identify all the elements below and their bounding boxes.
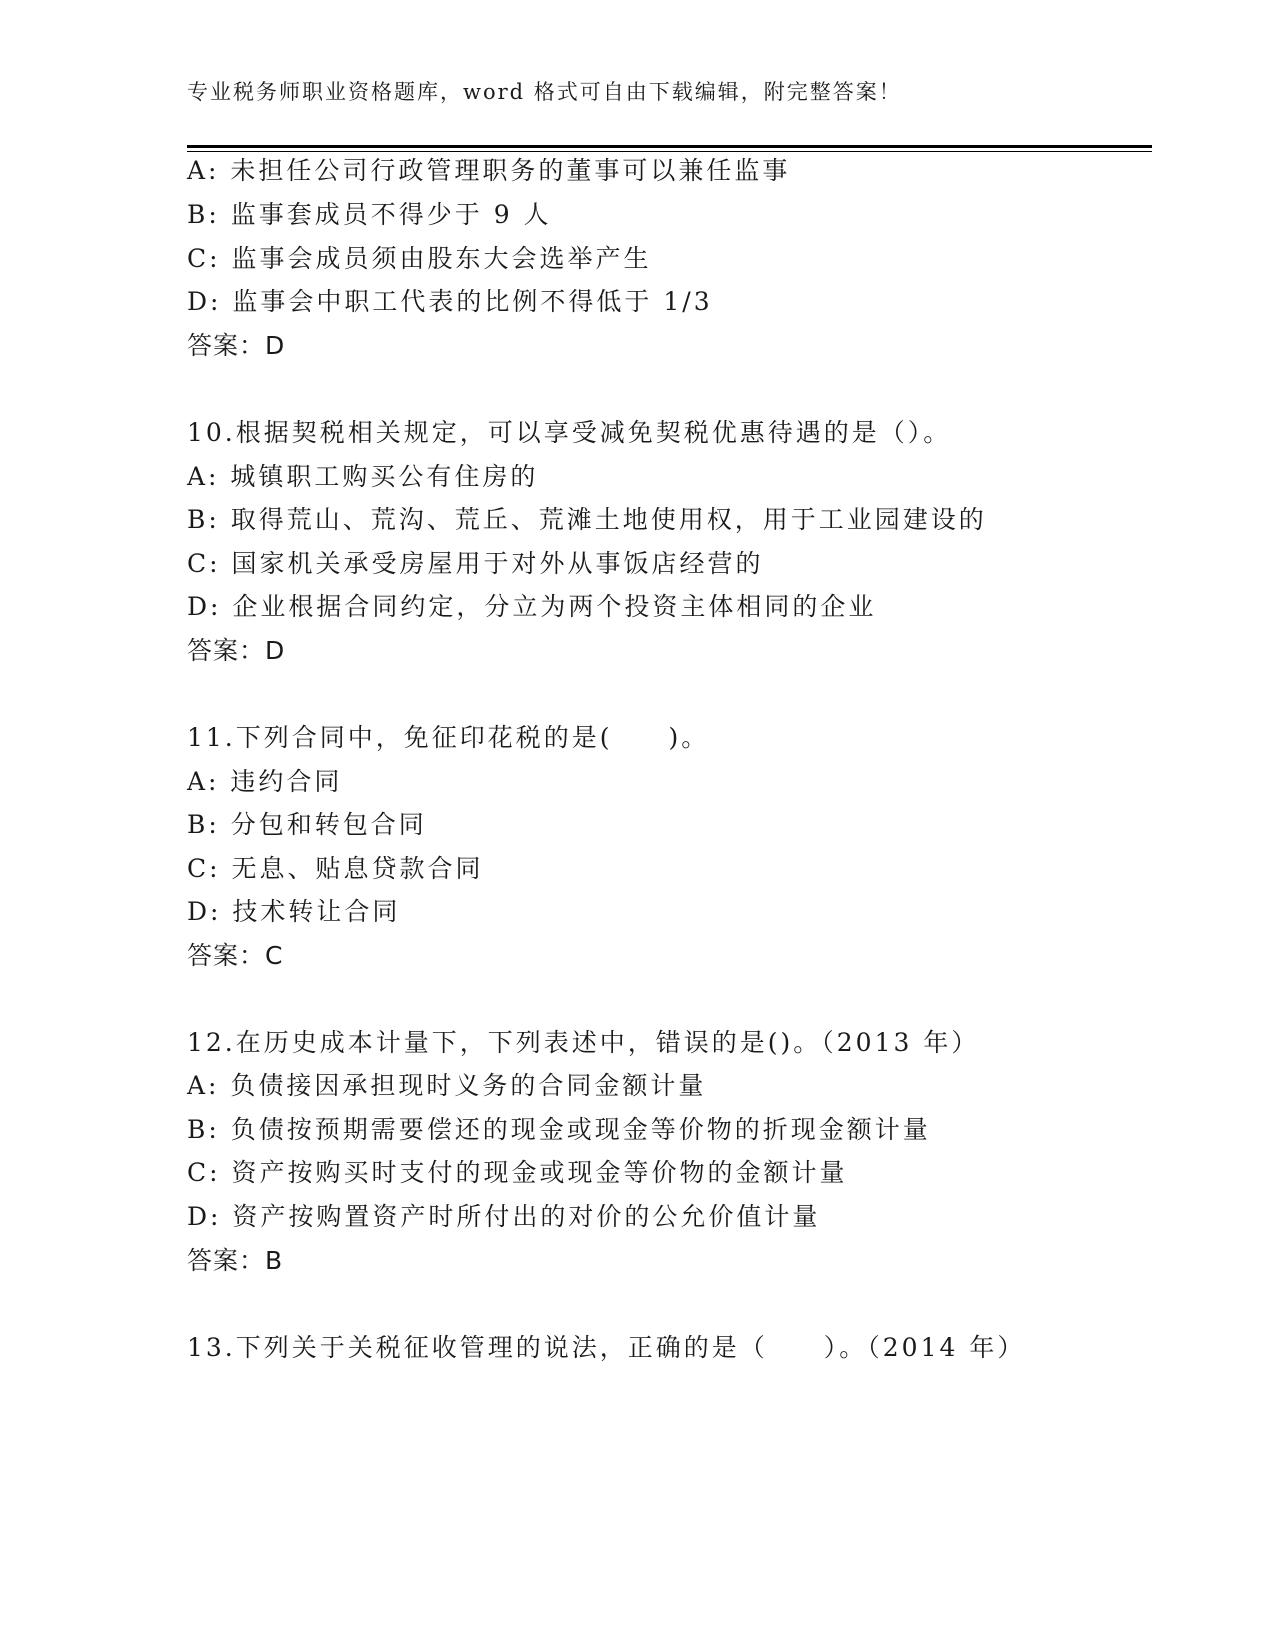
prev-option-b: B: 监事套成员不得少于 9 人 xyxy=(187,200,552,229)
q11-answer: 答案：C xyxy=(187,941,284,970)
q10-option-c: C: 国家机关承受房屋用于对外从事饭店经营的 xyxy=(187,549,764,578)
q10-option-a: A: 城镇职工购买公有住房的 xyxy=(187,462,539,491)
q10-option-d: D: 企业根据合同约定，分立为两个投资主体相同的企业 xyxy=(187,592,877,621)
q12-stem: 12.在历史成本计量下，下列表述中，错误的是()。（2013 年） xyxy=(187,1028,980,1057)
q10-answer: 答案：D xyxy=(187,636,286,665)
q12-option-b: B: 负债按预期需要偿还的现金或现金等价物的折现金额计量 xyxy=(187,1115,931,1144)
header-rule-thin xyxy=(187,151,1152,152)
q13-stem: 13.下列关于关税征收管理的说法，正确的是（ ）。（2014 年） xyxy=(187,1333,1026,1362)
q10-option-b: B: 取得荒山、荒沟、荒丘、荒滩土地使用权，用于工业园建设的 xyxy=(187,505,987,534)
q10-stem: 10.根据契税相关规定，可以享受减免契税优惠待遇的是（）。 xyxy=(187,418,952,447)
q11-option-c: C: 无息、贴息贷款合同 xyxy=(187,854,484,883)
q12-option-c: C: 资产按购买时支付的现金或现金等价物的金额计量 xyxy=(187,1158,848,1187)
q11-option-b: B: 分包和转包合同 xyxy=(187,810,427,839)
q12-option-d: D: 资产按购置资产时所付出的对价的公允价值计量 xyxy=(187,1202,821,1231)
q11-stem: 11.下列合同中，免征印花税的是( )。 xyxy=(187,723,710,752)
prev-option-a: A: 未担任公司行政管理职务的董事可以兼任监事 xyxy=(187,156,791,185)
prev-answer: 答案：D xyxy=(187,331,286,360)
q12-answer: 答案：B xyxy=(187,1246,284,1275)
header-rule-thick xyxy=(187,145,1152,148)
page-header: 专业税务师职业资格题库，word 格式可自由下载编辑，附完整答案！ xyxy=(187,80,902,104)
q11-option-a: A: 违约合同 xyxy=(187,767,343,796)
prev-option-c: C: 监事会成员须由股东大会选举产生 xyxy=(187,244,652,273)
q11-option-d: D: 技术转让合同 xyxy=(187,897,401,926)
q12-option-a: A: 负债接因承担现时义务的合同金额计量 xyxy=(187,1071,707,1100)
prev-option-d: D: 监事会中职工代表的比例不得低于 1/3 xyxy=(187,287,713,316)
